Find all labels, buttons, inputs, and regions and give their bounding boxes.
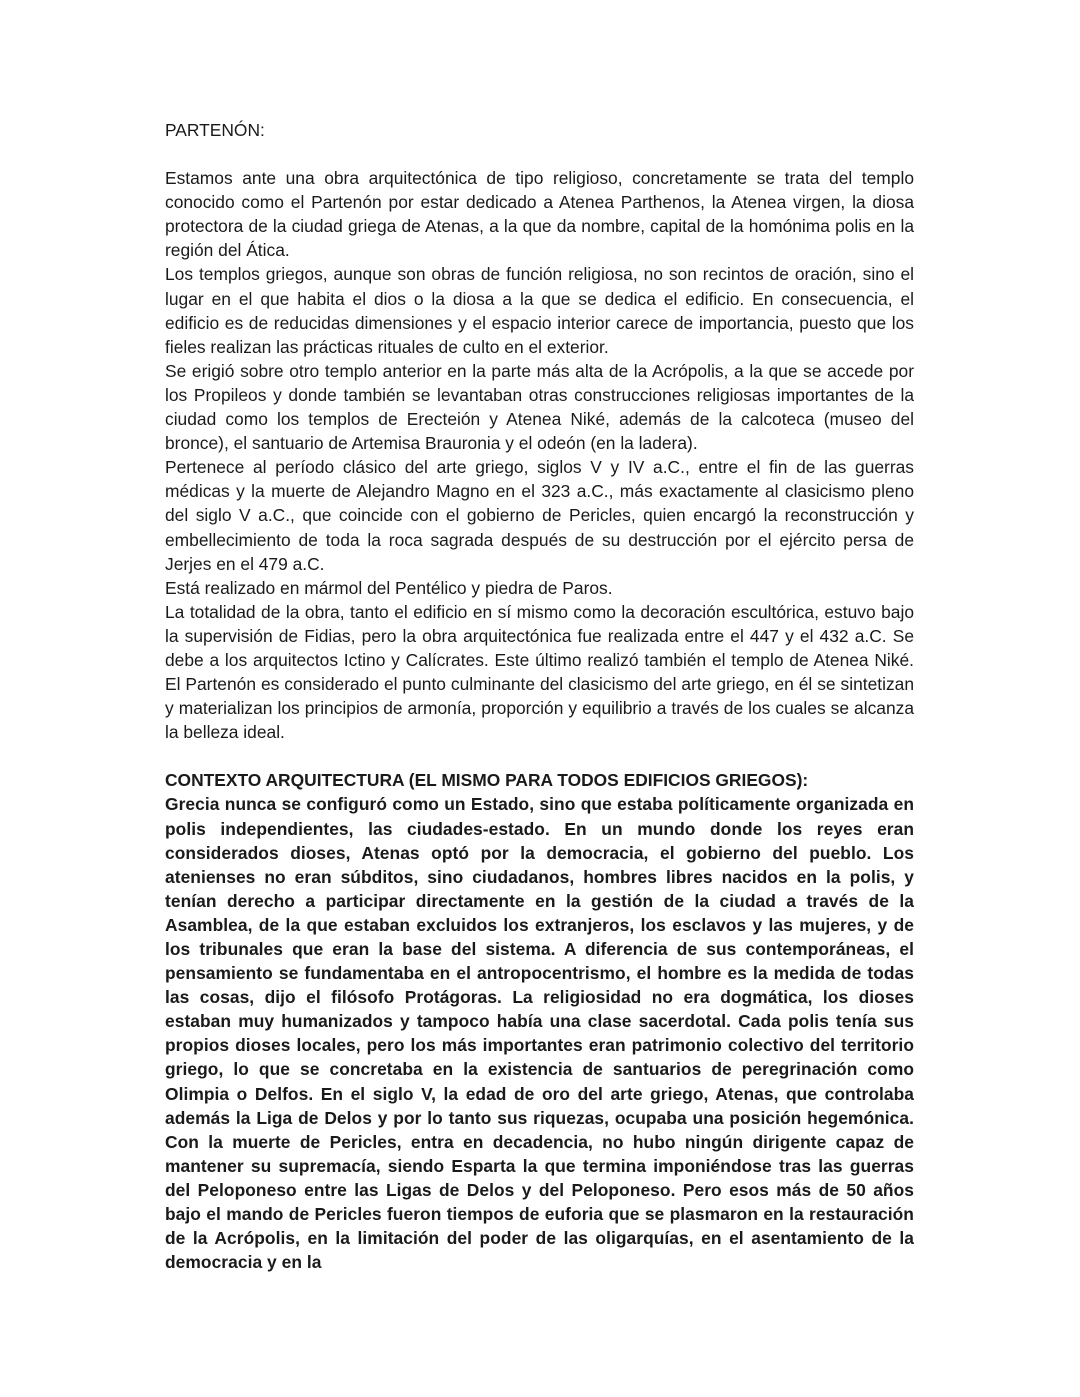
paragraph-intro: Estamos ante una obra arquitectónica de tipo religioso, concretamente se trata del templo conocido como el Partenón por estar dedicado a Atenea Parthenos, la Atenea virgen, la diosa protectora de la ciudad griega de Atenas, a la que da nombre, capital de la homónima polis en la región del Ática. bbox=[165, 168, 914, 261]
page-title: PARTENÓN: bbox=[165, 120, 265, 140]
paragraph-authorship: La totalidad de la obra, tanto el edificio en sí mismo como la decoración escultórica, estuvo bajo la supervisión de Fidias, pero la obra arquitectónica fue realizada entre el 447 y el 432 a.C. Se debe a los arquitectos Ictino y Calícrates. Este último realizó también el templo de Atenea Niké. El Partenón es considerado el punto culminante del clasicismo del arte griego, en él se sintetizan y materializan los principios de armonía, proporción y equilibrio a través de los cuales se alcanza la belleza ideal. bbox=[165, 601, 914, 743]
paragraph-materials: Está realizado en mármol del Pentélico y piedra de Paros. bbox=[165, 577, 613, 598]
paragraph-location: Se erigió sobre otro templo anterior en la parte más alta de la Acrópolis, a la que se accede por los Propileos y donde también se levantaban otras construcciones religiosas importantes de la ciudad como los templos de Erecteión y Atenea Niké, además de la calcoteca (museo del bronce), el santuario de Artemisa Brauronia y el odeón (en la ladera). bbox=[165, 360, 914, 454]
document-body bbox=[165, 118, 914, 1274]
section-spacer bbox=[165, 744, 914, 768]
section-heading: CONTEXTO ARQUITECTURA (EL MISMO PARA TODOS EDIFICIOS GRIEGOS): bbox=[165, 770, 809, 791]
section-body: Grecia nunca se configuró como un Estado, sino que estaba políticamente organizada en polis independientes, las ciudades-estado. En un mundo donde los reyes eran considerados dioses, Atenas optó por la democracia, el gobierno del pueblo. Los atenienses no eran súbditos, sino ciudadanos, hombres libres nacidos en la polis, y tenían derecho a participar directamente en la gestión de la ciudad a través de la Asamblea, de la que estaban excluidos los extranjeros, los esclavos y las mujeres, y de los tribunales que eran la base del sistema. A diferencia de sus contemporáneas, el pensamiento se fundamentaba en el antropocentrismo, el hombre es la medida de todas las cosas, dijo el filósofo Protágoras. La religiosidad no era dogmática, los dioses estaban muy humanizados y tampoco había una clase sacerdotal. Cada polis tenía sus propios dioses locales, pero los más importantes eran patrimonio colectivo del territorio griego, lo que se concretaba en la existencia de santuarios de peregrinación como Olimpia o Delfos. En el siglo V, la edad de oro del arte griego, Atenas, que controlaba además la Liga de Delos y por lo tanto sus riquezas, ocupaba una posición hegemónica. Con la muerte de Pericles, entra en decadencia, no hubo ningún dirigente capaz de mantener su supremacía, siendo Esparta la que termina imponiéndose tras las guerras del Peloponeso entre las Ligas de Delos y del Peloponeso. Pero esos más de 50 años bajo el mando de Pericles fueron tiempos de euforia que se plasmaron en la restauración de la Acrópolis, en la limitación del poder de las oligarquías, en el asentamiento de la democracia y en la bbox=[165, 794, 914, 1273]
paragraph-temple-function: Los templos griegos, aunque son obras de función religiosa, no son recintos de oración, sino el lugar en el que habita el dios o la diosa a la que se dedica el edificio. En consecuencia, el edificio es de reducidas dimensiones y el espacio interior carece de importancia, puesto que los fieles realizan las prácticas rituales de culto en el exterior. bbox=[165, 264, 914, 357]
paragraph-period: Pertenece al período clásico del arte griego, siglos V y IV a.C., entre el fin de las guerras médicas y la muerte de Alejandro Magno en el 323 a.C., más exactamente al clasicismo pleno del siglo V a.C., que coincide con el gobierno de Pericles, quien encargó la reconstrucción y embellecimiento de toda la roca sagrada después de su destrucción por el ejército persa de Jerjes en el 479 a.C. bbox=[165, 457, 914, 574]
